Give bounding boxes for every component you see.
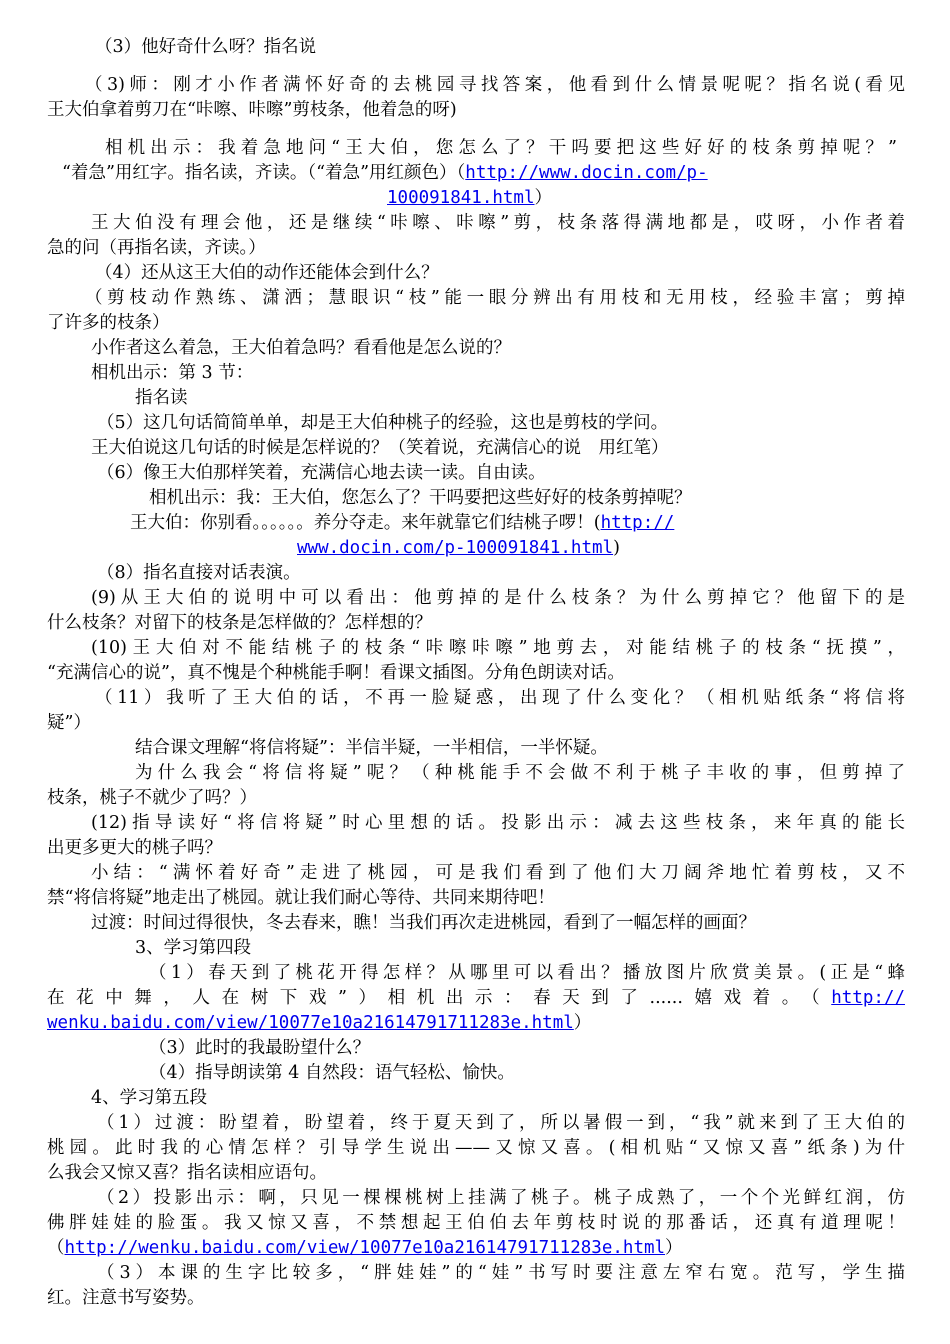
docin-link[interactable]: http://: [600, 513, 675, 533]
text-line: 了许多的枝条）: [47, 313, 170, 333]
text-line: 为什么我会“将信将疑”呢？（种桃能手不会做不利于桃子丰收的事，但剪掉了: [135, 763, 905, 783]
text-line: [387, 186, 552, 211]
text-span: 王大伯：你别看。。。。。。养分夺走。来年就靠它们结桃子啰！(: [130, 513, 601, 533]
text-line: 相机出示：第 3 节：: [91, 363, 254, 383]
text-line: 枝条，桃子不就少了吗？）: [47, 788, 257, 808]
text-line: [297, 536, 620, 561]
text-line: （3）他好奇什么呀？指名说: [95, 37, 317, 57]
text-line: 小结：“满怀着好奇”走进了桃园，可是我们看到了他们大刀阔斧地忙着剪枝，又不: [91, 863, 905, 883]
section-heading: 4、学习第五段: [91, 1088, 208, 1108]
docin-link-continued[interactable]: 100091841.html: [387, 188, 535, 208]
text-line: （5）这几句话简简单单，却是王大伯种桃子的经验，这也是剪枝的学问。: [97, 413, 669, 433]
text-span: “着急”用红字。指名读，齐读。（“着急”用红颜色）（: [62, 163, 466, 183]
text-line: （1）春天到了桃花开得怎样？从哪里可以看出？播放图片欣赏美景。(正是“蜂: [149, 963, 905, 983]
baidu-wenku-link[interactable]: http://: [831, 988, 905, 1008]
text-line: [47, 986, 905, 1011]
text-line: 指名读: [135, 388, 188, 408]
text-line: （3）此时的我最盼望什么？: [149, 1038, 371, 1058]
baidu-wenku-link[interactable]: http://wenku.baidu.com/view/10077e10a21614791711283e.html: [64, 1238, 666, 1258]
text-line: （6）像王大伯那样笑着，充满信心地去读一读。自由读。: [97, 463, 546, 483]
text-line: 王大伯没有理会他，还是继续“咔嚓、咔嚓”剪，枝条落得满地都是，哎呀，小作者着: [91, 213, 905, 233]
text-span: （: [47, 1238, 65, 1258]
text-span: ): [613, 538, 620, 558]
text-line: 桃园。此时我的心情怎样？引导学生说出——又惊又喜。(相机贴“又惊又喜”纸条)为什: [47, 1138, 905, 1158]
text-line: （11）我听了王大伯的话，不再一脸疑惑，出现了什么变化？（相机贴纸条“将信将: [95, 688, 905, 708]
baidu-wenku-link-continued[interactable]: wenku.baidu.com/view/10077e10a21614791711283e.html: [47, 1013, 574, 1033]
text-line: 疑”）: [47, 713, 91, 733]
text-line: 结合课文理解“将信将疑”：半信半疑，一半相信，一半怀疑。: [135, 738, 608, 758]
text-line: （8）指名直接对话表演。: [97, 563, 301, 583]
text-span: ）: [665, 1238, 683, 1258]
text-line: 么我会又惊又喜？指名读相应语句。: [47, 1163, 327, 1183]
text-line: 相机出示：我着急地问“王大伯，您怎么了？干吗要把这些好好的枝条剪掉呢？”: [105, 138, 897, 158]
section-heading: 3、学习第四段: [135, 938, 252, 958]
text-line: “充满信心的说”，真不愧是个种桃能手啊！看课文插图。分角色朗读对话。: [47, 663, 625, 683]
text-line: （4）还从这王大伯的动作还能体会到什么？: [95, 263, 439, 283]
text-line: 过渡：时间过得很快，冬去春来，瞧！当我们再次走进桃园，看到了一幅怎样的画面？: [91, 913, 756, 933]
text-span: ）: [573, 1013, 592, 1033]
text-line: [47, 1236, 683, 1261]
text-line: （1）过渡：盼望着，盼望着，终于夏天到了，所以暑假一到，“我”就来到了王大伯的: [97, 1113, 905, 1133]
text-line: [47, 1011, 591, 1036]
text-line: (9)从王大伯的说明中可以看出：他剪掉的是什么枝条？为什么剪掉它？他留下的是: [91, 588, 905, 608]
text-line: （2）投影出示：啊，只见一棵棵桃树上挂满了桃子。桃子成熟了，一个个光鲜红润，仿: [97, 1188, 905, 1208]
text-line: 出更多更大的桃子吗？: [47, 838, 222, 858]
text-line: (12)指导读好“将信将疑”时心里想的话。投影出示：减去这些枝条，来年真的能长: [91, 813, 905, 833]
text-line: 王大伯说这几句话的时候是怎样说的？（笑着说，充满信心的说 用红笔）: [91, 438, 669, 458]
text-span: ）: [534, 188, 553, 208]
text-line: 佛胖娃娃的脸蛋。我又惊又喜，不禁想起王伯伯去年剪枝时说的那番话，还真有道理呢！: [47, 1213, 905, 1233]
text-line: 急的问（再指名读，齐读。）: [47, 238, 266, 258]
docin-link[interactable]: http://www.docin.com/p-: [465, 163, 708, 183]
text-line: 红。注意书写姿势。: [47, 1288, 205, 1308]
text-line: 什么枝条？对留下的枝条是怎样做的？怎样想的？: [47, 613, 432, 633]
text-line: 禁“将信将疑”地走出了桃园。就让我们耐心等待、共同来期待吧！: [47, 888, 555, 908]
text-line: （剪枝动作熟练、潇洒；慧眼识“枝”能一眼分辨出有用枝和无用枝，经验丰富；剪掉: [85, 288, 905, 308]
text-line: [130, 511, 674, 536]
text-line: （4）指导朗读第 4 自然段：语气轻松、愉快。: [149, 1063, 515, 1083]
docin-link-continued[interactable]: www.docin.com/p-100091841.html: [297, 538, 614, 558]
text-line: （3）本课的生字比较多，“胖娃娃”的“娃”书写时要注意左窄右宽。范写，学生描: [97, 1263, 905, 1283]
text-span: 在花中舞，人在树下戏”）相机出示：春天到了......嬉戏着。（: [47, 988, 832, 1008]
text-line: 相机出示：我：王大伯，您怎么了？干吗要把这些好好的枝条剪掉呢？: [149, 488, 692, 508]
text-line: [62, 161, 708, 186]
text-line: (10)王大伯对不能结桃子的枝条“咔嚓咔嚓”地剪去，对能结桃子的枝条“抚摸”，: [91, 638, 905, 658]
text-line: （3)师：刚才小作者满怀好奇的去桃园寻找答案，他看到什么情景呢呢？指名说(看见: [85, 75, 905, 95]
text-line: 小作者这么着急，王大伯着急吗？看看他是怎么说的？: [91, 338, 511, 358]
text-line: 王大伯拿着剪刀在“咔嚓、咔嚓”剪枝条，他着急的呀): [47, 100, 457, 120]
